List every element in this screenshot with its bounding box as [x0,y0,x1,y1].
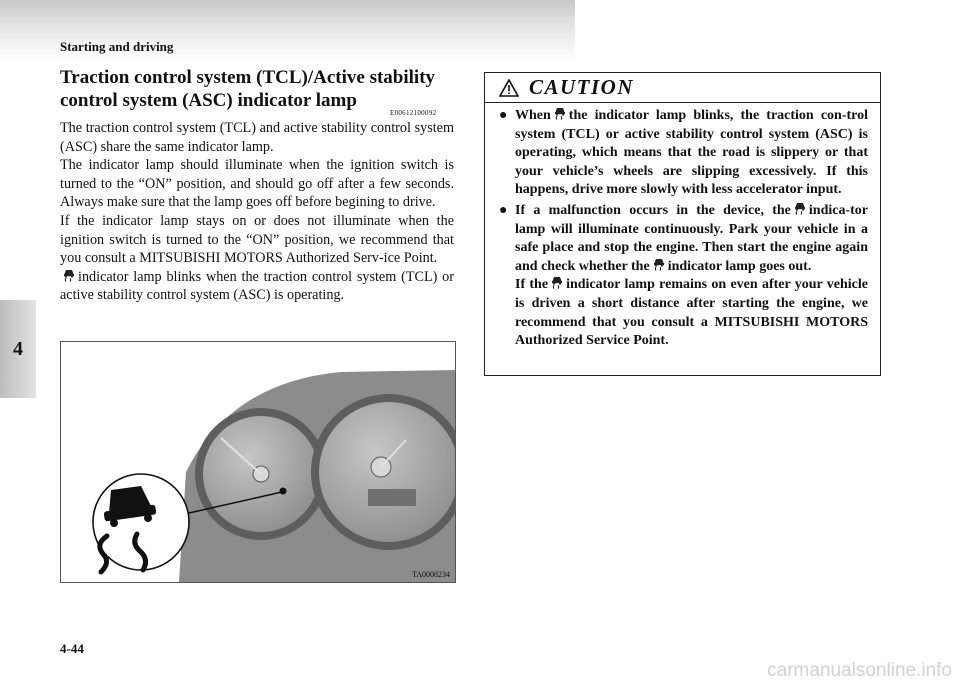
instrument-cluster-illustration [60,341,456,583]
text-fragment: When [515,108,551,123]
bullet: ● [499,202,508,218]
slip-car-icon [63,269,75,282]
slip-car-icon [554,107,566,120]
body-text [60,119,454,305]
text-fragment: indica-tor lamp will illuminate continuously. Park your vehicle in a safe place and stop the engine. Then start the engine again and check whether the [515,202,868,274]
caution-paragraph [515,107,868,200]
instrument-cluster-drawing [61,342,455,582]
bullet: ● [499,108,508,123]
caution-item [499,107,868,200]
section-heading: Traction control system (TCL)/Active stability control system (ASC) indicator lamp [60,67,436,111]
chapter-tab [0,300,36,398]
caution-title: CAUTION [529,75,635,99]
slip-car-icon [653,258,665,271]
caution-item-text [515,107,868,200]
figure-code: TA0008234 [411,570,450,579]
paragraph-text: indicator lamp blinks when the traction control system (TCL) or active stability control system (ASC) is operating. [60,268,454,304]
text-fragment: indicator lamp goes out. [667,258,812,274]
paragraph [60,268,454,305]
paragraph: If the indicator lamp stays on or does not illuminate when the ignition switch is turned to the “ON” position, we recommend that you consult a MITSUBISHI MOTORS Authorized Serv-ice Point. [60,212,454,267]
paragraph: The indicator lamp should illuminate when the ignition switch is turned to the “ON” position, and should go off after a few seconds. Always make sure that the lamp goes off before begining to drive. [60,157,454,211]
watermark[interactable]: carmanualsonline.info [767,660,952,681]
caution-list [485,103,880,351]
caution-box [484,72,881,376]
text-fragment: If a malfunction occurs in the device, the [515,202,791,218]
text-fragment: indicator lamp remains on even after your vehicle is driven a short distance after starting the engine, we recommend that you consult a MITSUBISHI MOTORS Authorized Service Point. [515,277,868,349]
paragraph: The traction control system (TCL) and active stability control system (ASC) share the same indicator lamp. [60,120,454,155]
caution-paragraph [515,276,868,350]
text-fragment: If the [515,277,549,293]
section-title: Starting and driving [60,39,174,54]
caution-header [485,73,880,103]
caution-item-text [515,202,868,351]
page-number: 4-44 [60,641,84,656]
warning-triangle-icon [499,79,519,97]
slip-car-icon [794,202,806,215]
caution-paragraph [515,202,868,276]
chapter-number: 4 [13,337,23,360]
slip-car-icon [551,276,563,289]
caution-item [499,202,868,351]
text-fragment: the indicator lamp blinks, the traction con-trol system (TCL) or active stability control system (ASC) is operating, which means that the road is slippery or that your vehicle’s wheels are slipping excessively. If this happens, drive more slowly with less accelerator input. [515,108,868,198]
section-code: E00612100092 [390,109,437,117]
